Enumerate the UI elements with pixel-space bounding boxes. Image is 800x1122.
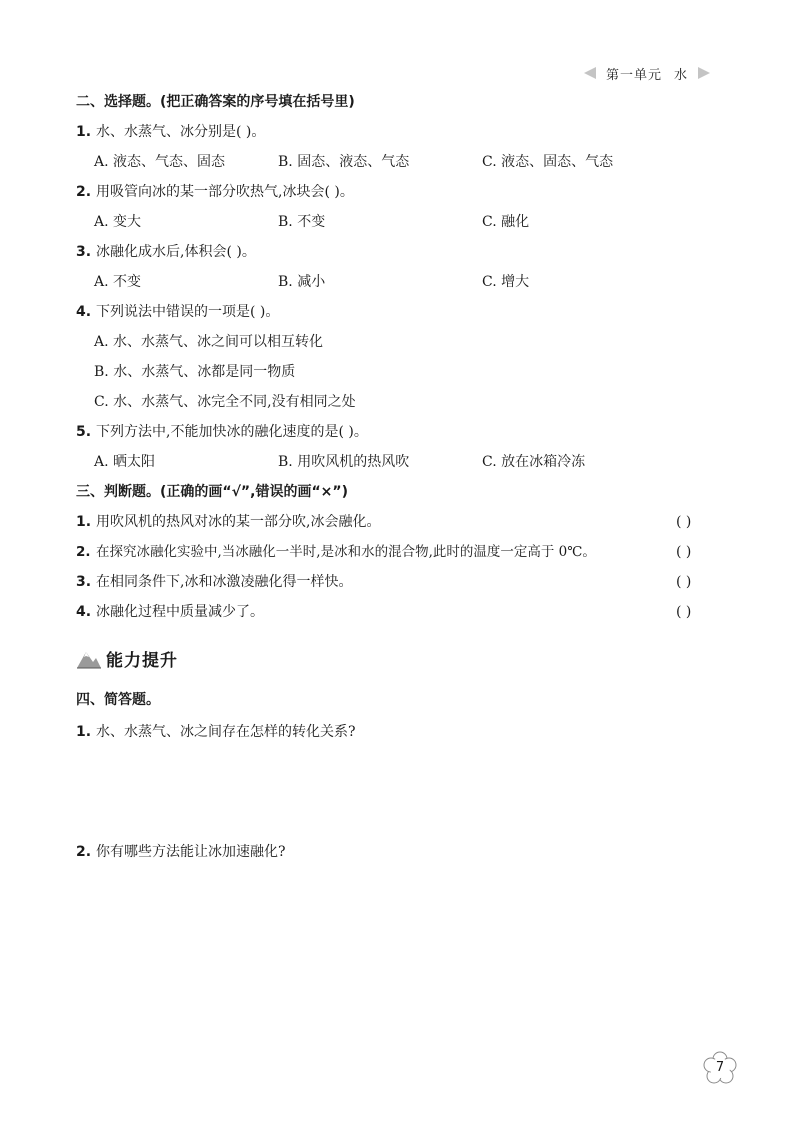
question-text: 下列说法中错误的一项是( )。	[96, 304, 280, 320]
question-text: 水、水蒸气、冰之间存在怎样的转化关系?	[96, 724, 356, 740]
qnum: 1.	[76, 514, 92, 530]
s4-q2	[76, 842, 286, 862]
question-text: 用吹风机的热风对冰的某一部分吹,冰会融化。	[96, 514, 381, 530]
question-text: 冰融化过程中质量减少了。	[96, 604, 264, 620]
s2-q3-option-a: A. 不变	[94, 274, 142, 290]
s4-q1	[76, 722, 356, 742]
header-unit	[606, 64, 688, 83]
ability-title: 能力提升	[106, 650, 178, 671]
question-text: 冰融化成水后,体积会( )。	[96, 244, 256, 260]
s2-q2	[76, 182, 354, 202]
qnum: 3.	[76, 574, 92, 590]
qnum: 2.	[76, 544, 91, 560]
triangle-left-icon	[584, 67, 596, 79]
section3-title: 三、判断题。(正确的画“√”,错误的画“×”)	[76, 484, 348, 500]
qnum: 1.	[76, 124, 92, 140]
s2-q4-option-a: A. 水、水蒸气、冰之间可以相互转化	[94, 334, 324, 350]
s2-q5-option-b: B. 用吹风机的热风吹	[278, 454, 410, 470]
ability-banner	[76, 644, 206, 672]
section2-title: 二、选择题。(把正确答案的序号填在括号里)	[76, 94, 355, 110]
section4-title: 四、简答题。	[76, 692, 160, 708]
page-header	[584, 62, 734, 84]
qnum: 2.	[76, 184, 92, 200]
qnum: 4.	[76, 304, 92, 320]
answer-bracket: ( )	[676, 574, 692, 590]
question-text: 用吸管向冰的某一部分吹热气,冰块会( )。	[96, 184, 354, 200]
s2-q2-option-b: B. 不变	[278, 214, 326, 230]
s2-q3-option-c: C. 增大	[482, 274, 530, 290]
s2-q5	[76, 422, 368, 442]
question-text: 你有哪些方法能让冰加速融化?	[96, 844, 286, 860]
s2-q5-option-a: A. 晒太阳	[94, 454, 156, 470]
s3-q4	[76, 602, 264, 622]
answer-bracket: ( )	[676, 514, 692, 530]
s2-q1-option-b: B. 固态、液态、气态	[278, 154, 410, 170]
qnum: 1.	[76, 724, 92, 740]
qnum: 5.	[76, 424, 92, 440]
question-text: 下列方法中,不能加快冰的融化速度的是( )。	[96, 424, 368, 440]
unit-label: 第一单元	[606, 67, 663, 83]
s2-q5-option-c: C. 放在冰箱冷冻	[482, 454, 586, 470]
qnum: 3.	[76, 244, 92, 260]
s3-q3	[76, 572, 352, 592]
s2-q1-option-c: C. 液态、固态、气态	[482, 154, 614, 170]
s2-q4	[76, 302, 279, 322]
s2-q2-option-c: C. 融化	[482, 214, 530, 230]
s2-q3	[76, 242, 256, 262]
s2-q1-option-a: A. 液态、气态、固态	[94, 154, 226, 170]
s3-q2	[76, 542, 596, 562]
question-text: 在相同条件下,冰和冰激凌融化得一样快。	[96, 574, 353, 590]
s2-q3-option-b: B. 减小	[278, 274, 326, 290]
s2-q1	[76, 122, 265, 142]
question-text: 水、水蒸气、冰分别是( )。	[96, 124, 266, 140]
topic-label: 水	[674, 67, 689, 83]
qnum: 2.	[76, 844, 92, 860]
mountain-icon	[76, 647, 102, 669]
qnum: 4.	[76, 604, 92, 620]
s2-q2-option-a: A. 变大	[94, 214, 142, 230]
page-number: 7	[715, 1060, 725, 1075]
s2-q4-option-c: C. 水、水蒸气、冰完全不同,没有相同之处	[94, 394, 356, 410]
page-number-badge	[702, 1050, 738, 1086]
question-text: 在探究冰融化实验中,当冰融化一半时,是冰和水的混合物,此时的温度一定高于 0℃。	[96, 544, 596, 560]
answer-bracket: ( )	[676, 604, 692, 620]
s2-q4-option-b: B. 水、水蒸气、冰都是同一物质	[94, 364, 296, 380]
triangle-right-icon	[698, 67, 710, 79]
s3-q1	[76, 512, 380, 532]
answer-bracket: ( )	[676, 544, 692, 560]
